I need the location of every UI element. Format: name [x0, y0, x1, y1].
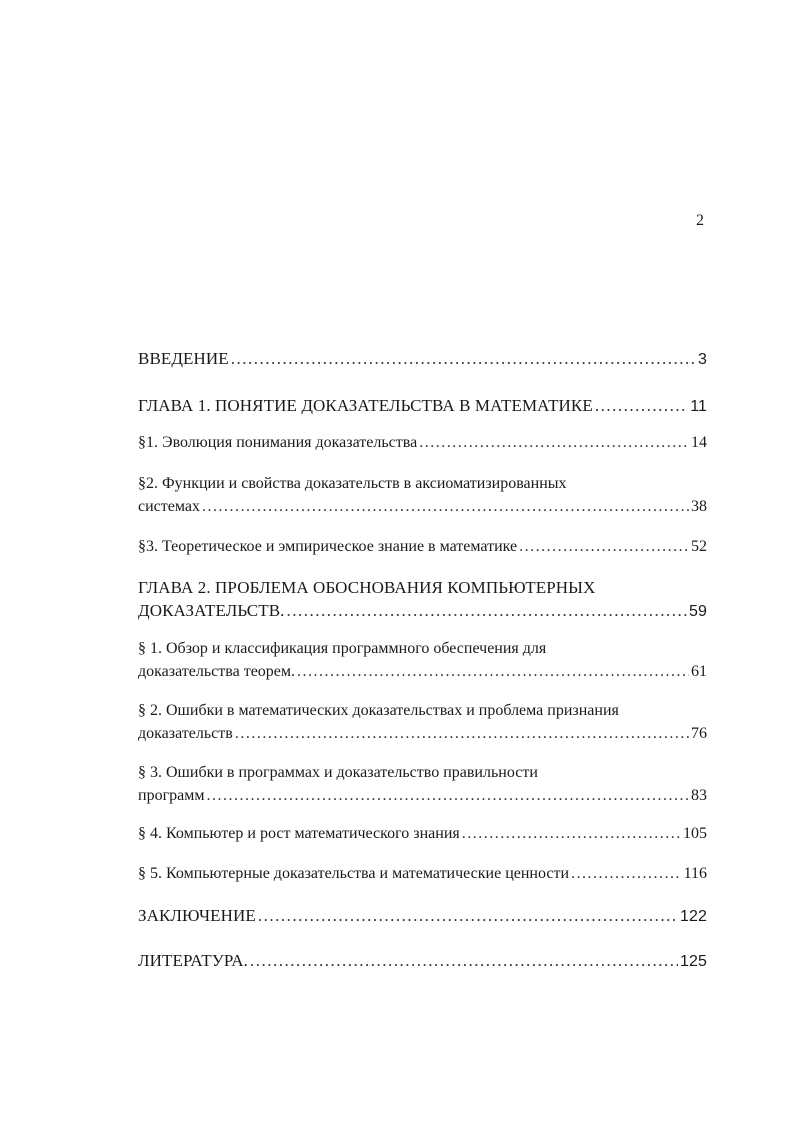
- toc-entry-label: ЛИТЕРАТУРА.: [138, 951, 248, 970]
- toc-entry-label: доказательства теорем.: [138, 663, 296, 680]
- dot-leader: [258, 905, 678, 927]
- dot-leader: [231, 348, 696, 370]
- toc-entry-label: ДОКАЗАТЕЛЬСТВ.: [138, 601, 285, 620]
- dot-leader: [519, 536, 689, 558]
- toc-page-number: 59: [689, 603, 707, 620]
- toc-entry-literature[interactable]: [138, 950, 707, 973]
- page-number: 2: [696, 212, 704, 229]
- toc-entry-ch2-section-3[interactable]: [138, 761, 707, 807]
- toc-entry-label: доказательств: [138, 725, 233, 742]
- toc-entry-chapter-1[interactable]: [138, 395, 707, 418]
- dot-leader: [287, 600, 688, 622]
- dot-leader: [462, 823, 681, 845]
- dot-leader: [571, 863, 682, 885]
- toc-entry-label: § 4. Компьютер и рост математического знания: [138, 825, 460, 842]
- toc-entry-ch2-section-4[interactable]: [138, 823, 707, 845]
- toc-entry-label: § 5. Компьютерные доказательства и математические ценности: [138, 865, 570, 882]
- toc-entry-label: системах: [138, 498, 200, 515]
- toc-entry-label: §1. Эволюция понимания доказательства: [138, 434, 418, 451]
- toc-entry-ch2-section-1[interactable]: [138, 637, 707, 683]
- dot-leader: [419, 432, 689, 454]
- toc-page-number: 116: [683, 865, 707, 882]
- toc-entry-label: программ: [138, 787, 205, 804]
- toc-entry-chapter-2[interactable]: [138, 576, 707, 623]
- toc-page-number: 125: [680, 953, 707, 970]
- toc-page-number: 52: [691, 538, 707, 555]
- dot-leader: [595, 395, 688, 417]
- dot-leader: [235, 723, 689, 745]
- toc-entry-label-line1: § 1. Обзор и классификация программного обеспечения для: [138, 640, 547, 657]
- toc-entry-conclusion[interactable]: [138, 905, 707, 928]
- dot-leader: [250, 950, 678, 972]
- table-of-contents: [138, 348, 707, 973]
- toc-entry-ch1-section-3[interactable]: [138, 536, 707, 558]
- toc-page-number: 122: [680, 908, 707, 925]
- toc-entry-label-line1: § 2. Ошибки в математических доказательствах и проблема признания: [138, 702, 619, 719]
- toc-entry-ch1-section-1[interactable]: [138, 432, 707, 454]
- toc-page-number: 83: [691, 787, 707, 804]
- toc-page-number: 14: [691, 434, 707, 451]
- toc-page-number: 38: [691, 498, 707, 515]
- toc-page-number: 11: [690, 398, 707, 415]
- toc-entry-label-line1: ГЛАВА 2. ПРОБЛЕМА ОБОСНОВАНИЯ КОМПЬЮТЕРНЫХ: [138, 578, 596, 597]
- dot-leader: [297, 661, 689, 683]
- dot-leader: [206, 785, 689, 807]
- toc-entry-label: ГЛАВА 1. ПОНЯТИЕ ДОКАЗАТЕЛЬСТВА В МАТЕМАТИКЕ: [138, 396, 593, 415]
- toc-page-number: 105: [683, 825, 707, 842]
- toc-entry-introduction[interactable]: [138, 348, 707, 371]
- toc-entry-label: §3. Теоретическое и эмпирическое знание в математике: [138, 538, 518, 555]
- toc-page-number: 61: [691, 663, 707, 680]
- toc-entry-label: ЗАКЛЮЧЕНИЕ: [138, 906, 256, 925]
- toc-entry-ch2-section-2[interactable]: [138, 699, 707, 745]
- toc-entry-ch1-section-2[interactable]: [138, 472, 707, 518]
- toc-entry-label: ВВЕДЕНИЕ: [138, 349, 229, 368]
- toc-page-number: 3: [698, 351, 707, 368]
- toc-entry-label-line1: § 3. Ошибки в программах и доказательство правильности: [138, 764, 538, 781]
- dot-leader: [202, 496, 689, 518]
- toc-page-number: 76: [691, 725, 707, 742]
- toc-entry-ch2-section-5[interactable]: [138, 863, 707, 885]
- toc-entry-label-line1: §2. Функции и свойства доказательств в аксиоматизированных: [138, 475, 567, 492]
